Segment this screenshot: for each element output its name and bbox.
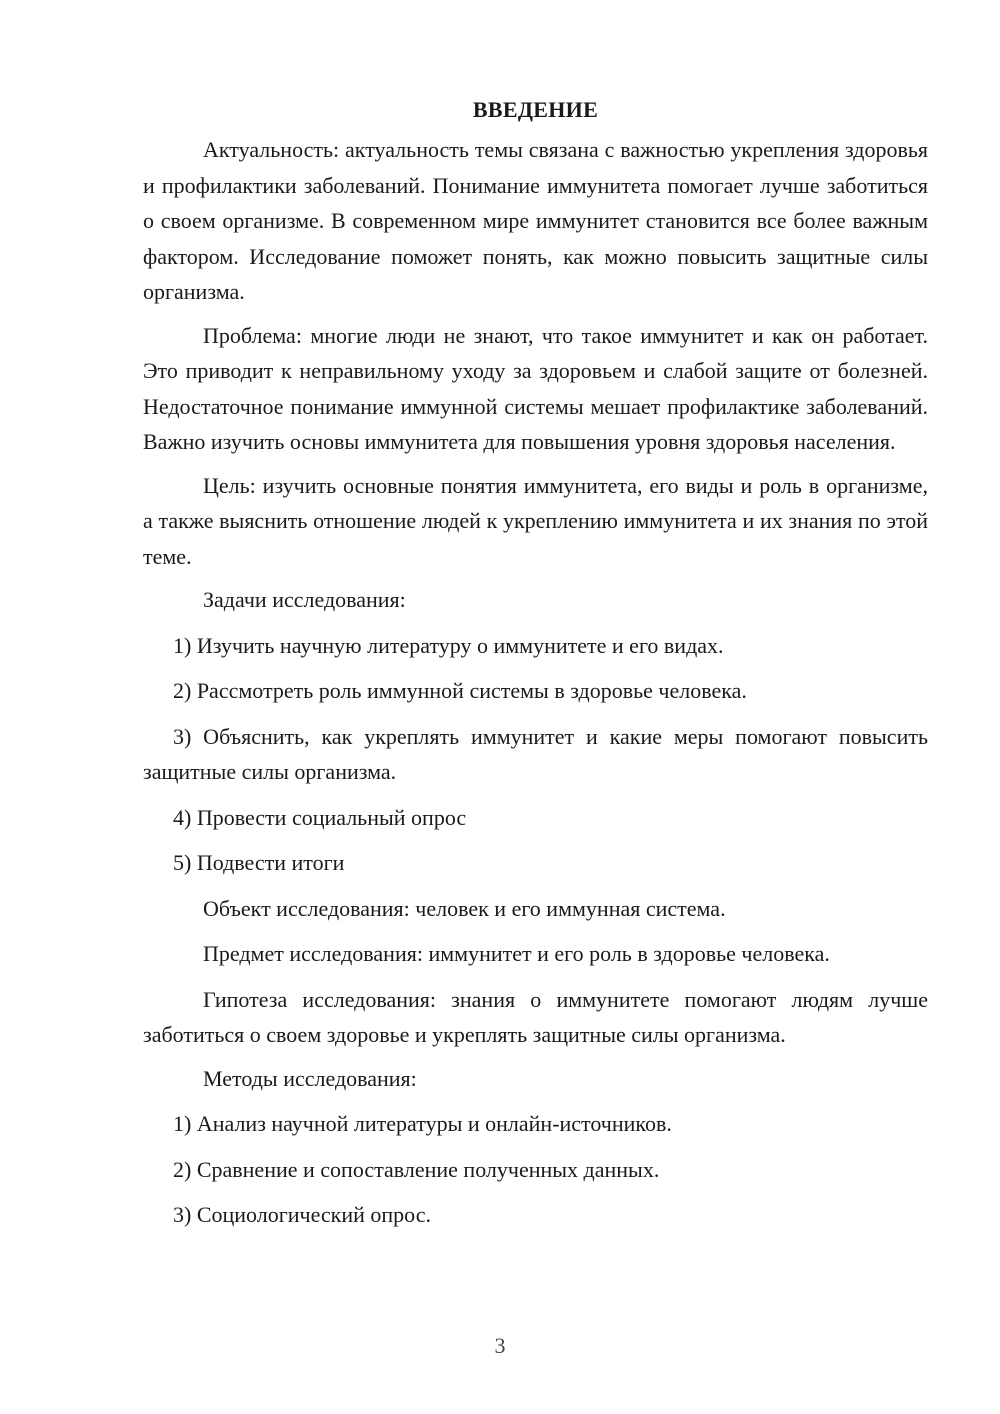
- tasks-heading: Задачи исследования:: [203, 587, 406, 612]
- subject-line: Предмет исследования: иммунитет и его роль в здоровье человека.: [203, 941, 830, 966]
- hypothesis-paragraph: Гипотеза исследования: знания о иммунитете помогают людям лучше заботиться о своем здоровье и укреплять защитные силы организма.: [143, 986, 928, 1047]
- page-title: ВВЕДЕНИЕ: [472, 97, 599, 122]
- problem-paragraph: Проблема: многие люди не знают, что такое иммунитет и как он работает. Это приводит к неправильному уходу за здоровьем и слабой защите от болезней. Недостаточное понимание иммунной системы мешает профилактике заболеваний. Важно изучить основы иммунитета для повышения уровня здоровья населения.: [143, 322, 928, 454]
- document-page: [143, 92, 928, 1243]
- method-item: 2) Сравнение и сопоставление полученных данных.: [173, 1156, 660, 1182]
- methods-heading: Методы исследования:: [203, 1065, 417, 1091]
- task-item: 4) Провести социальный опрос: [173, 804, 467, 830]
- goal-paragraph: Цель: изучить основные понятия иммунитета, его виды и роль в организме, а также выяснить отношение людей к укреплению иммунитета и их знания по этой теме.: [143, 472, 928, 569]
- page-number: 3: [494, 1333, 506, 1358]
- method-item: 1) Анализ научной литературы и онлайн-источников.: [173, 1111, 672, 1136]
- object-line: Объект исследования: человек и его иммунная система.: [203, 895, 726, 921]
- task-item: 2) Рассмотреть роль иммунной системы в здоровье человека.: [173, 678, 747, 703]
- relevance-paragraph: Актуальность: актуальность темы связана с важностью укрепления здоровья и профилактики заболеваний. Понимание иммунитета помогает лучше заботиться о своем организме. В современном мире иммунитет становится все более важным фактором. Исследование поможет понять, как можно повысить защитные силы организма.: [143, 137, 928, 304]
- method-item: 3) Социологический опрос.: [173, 1202, 431, 1227]
- task-item: 3) Объяснить, как укреплять иммунитет и какие меры помогают повысить защитные силы организма.: [143, 723, 928, 784]
- task-item: 1) Изучить научную литературу о иммунитете и его видах.: [173, 632, 724, 658]
- task-item: 5) Подвести итоги: [173, 850, 345, 875]
